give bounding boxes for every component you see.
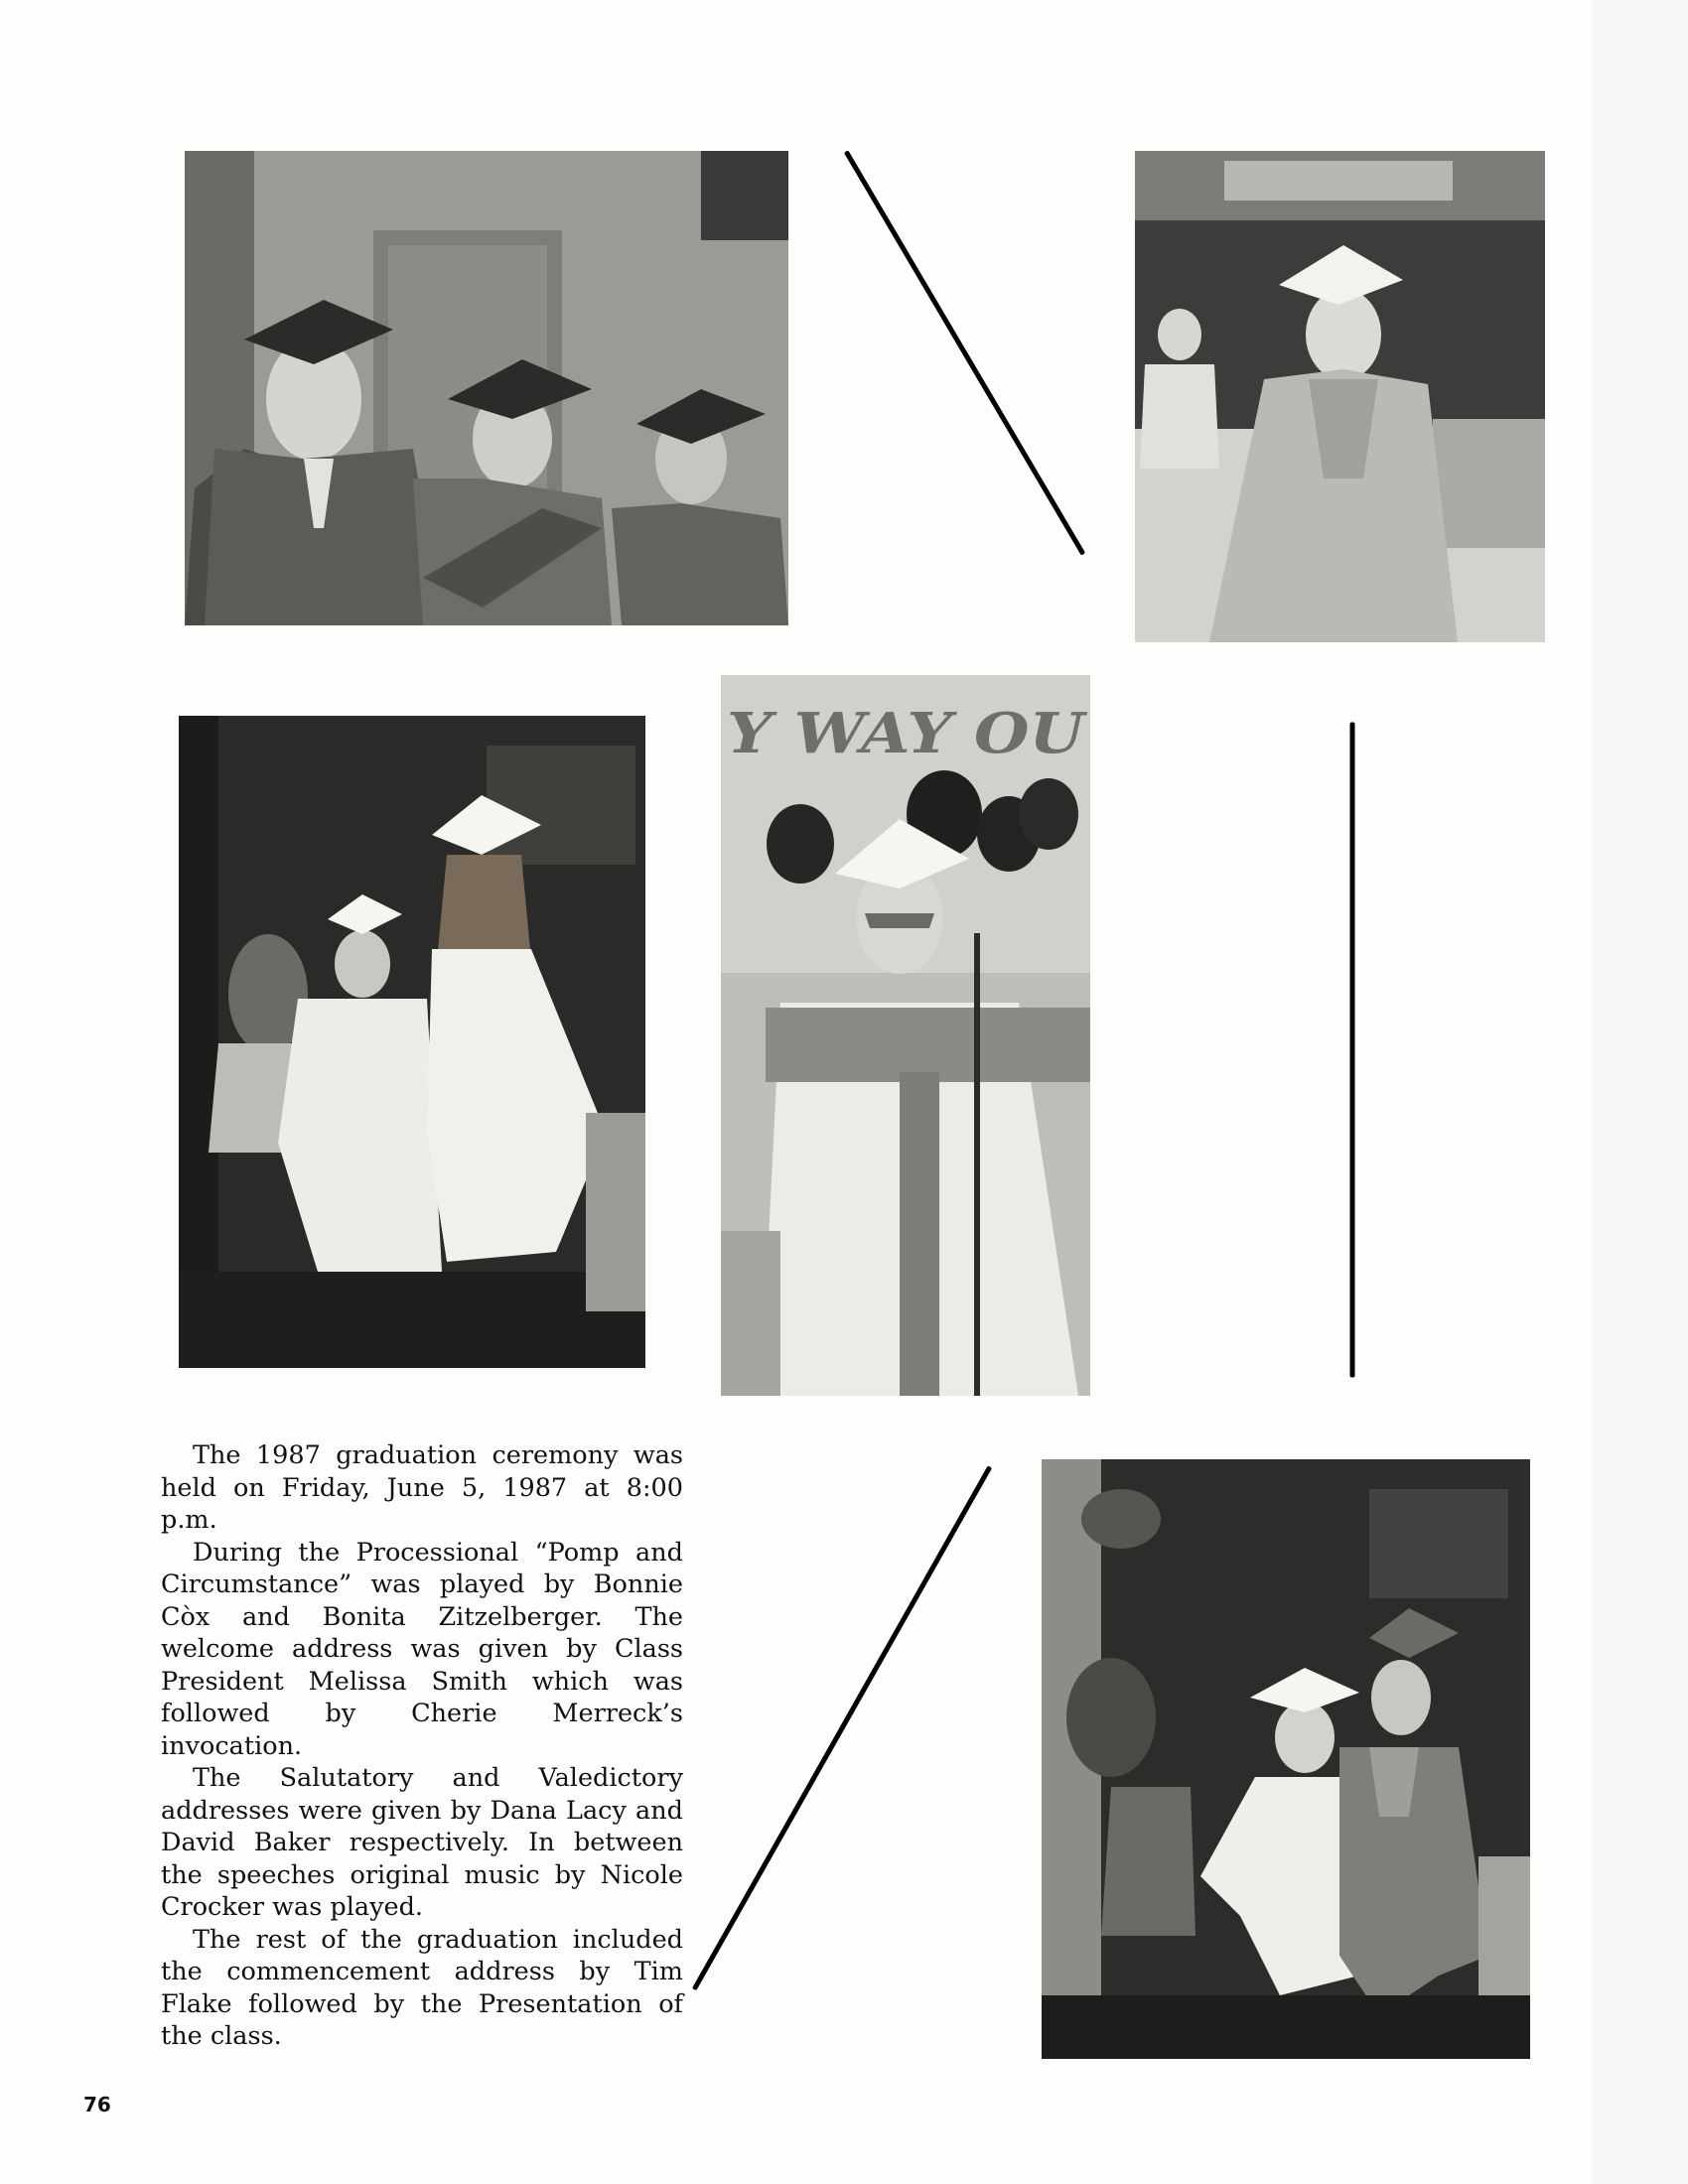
photo-two-graduates-white-gowns: [179, 716, 645, 1368]
banner-text: Y WAY OU: [727, 701, 1088, 766]
page-edge: [1593, 0, 1688, 2184]
caption-paragraph: During the Processional “Pomp and Circumstance” was played by Bonnie Còx and Bonita Zitzelberger. The welcome address was given by Class President Melissa Smith which was followed by Cherie Merreck’s invocation.: [161, 1537, 683, 1761]
diagonal-rule-bottom: [692, 1465, 992, 1990]
page-number: 76: [83, 2093, 111, 2116]
diagonal-rule-top: [844, 150, 1085, 555]
photo-three-graduates: [185, 151, 788, 625]
photo-graduate-light-cap: [1135, 151, 1545, 642]
vertical-rule-right: [1350, 723, 1355, 1378]
caption-paragraph: The Salutatory and Valedictory addresses were given by Dana Lacy and David Baker respectively. In between the speeches original music by Nicole Crocker was played.: [161, 1763, 683, 1922]
caption-paragraph: The 1987 graduation ceremony was held on Friday, June 5, 1987 at 8:00 p.m.: [161, 1440, 683, 1535]
caption-text: [161, 1439, 683, 2053]
caption-paragraph: The rest of the graduation included the commencement address by Tim Flake followed by the Presentation of the class.: [161, 1924, 683, 2051]
photo-graduates-in-gym: [1042, 1459, 1530, 2059]
photo-speaker-at-podium: [721, 675, 1090, 1396]
